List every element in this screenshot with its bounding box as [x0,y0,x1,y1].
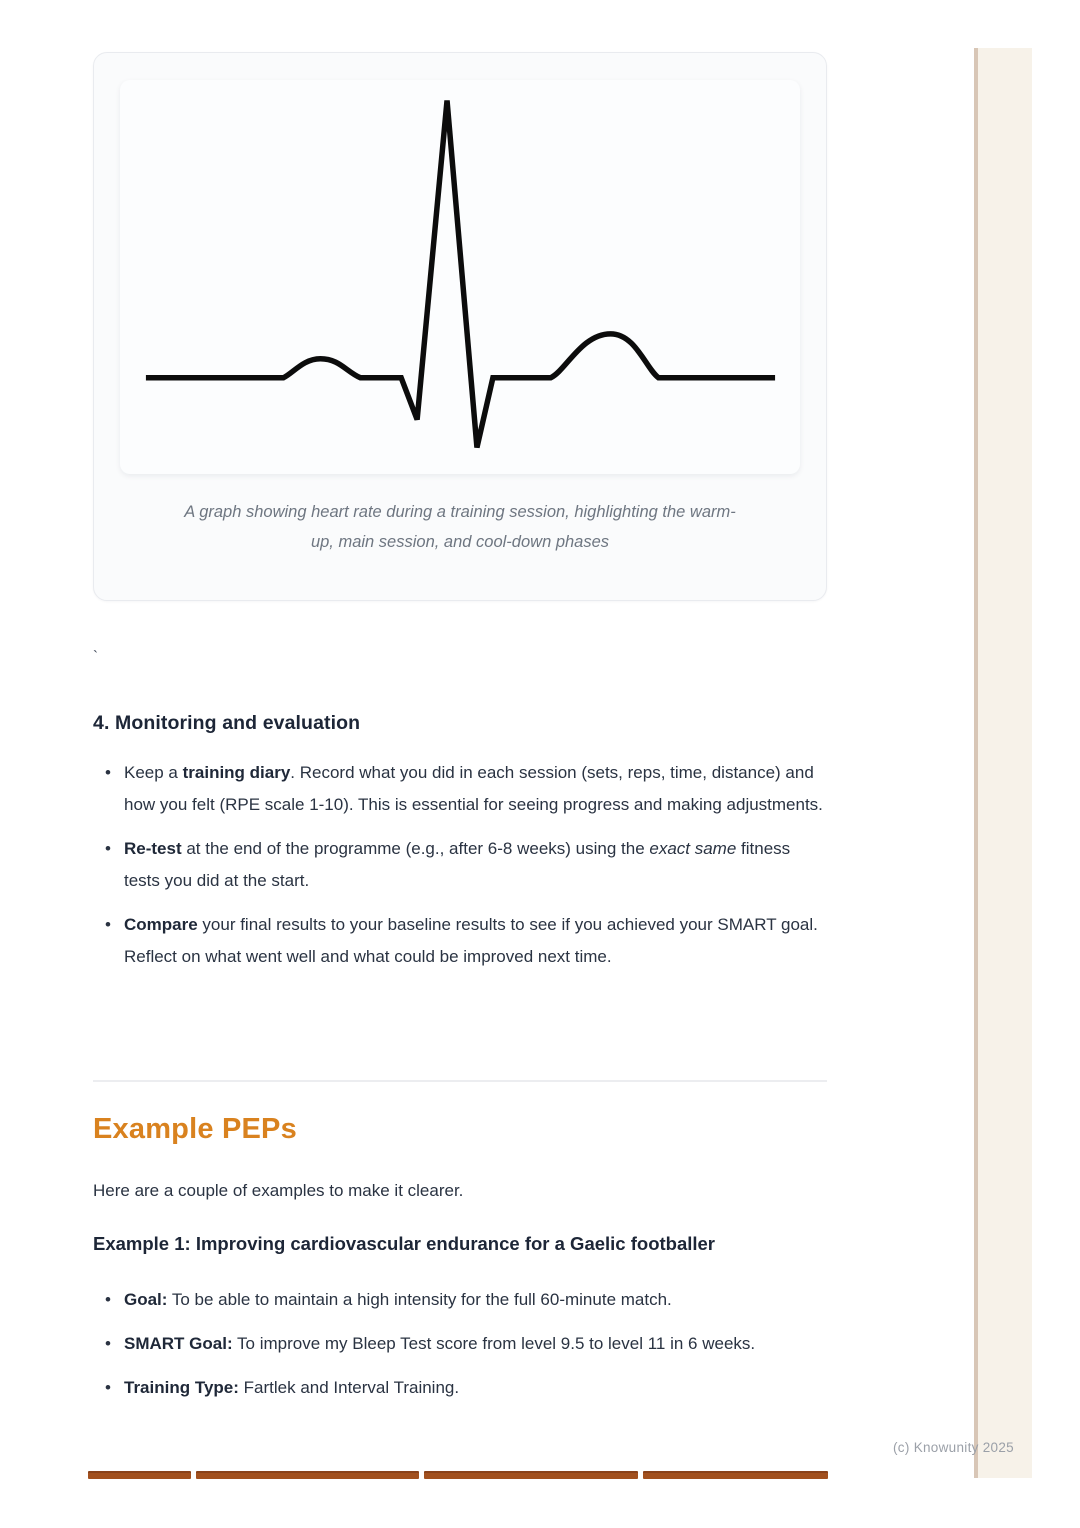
cutoff-table-top-border [88,1471,828,1479]
figure-caption-line-1: A graph showing heart rate during a training session, highlighting the warm- [184,503,736,521]
example-peps-heading: Example PEPs [93,1113,297,1145]
text-run: To improve my Bleep Test score from level 9.5 to level 11 in 6 weeks. [232,1334,756,1353]
text-run: . Record what you did in each session (sets, reps, time, distance) and how you felt (RPE scale 1-10). This is essential for seeing progress and making adjustments. [124,763,823,814]
text-run: at the end of the programme (e.g., after 6-8 weeks) using the [181,839,650,858]
text-run: Re-test [124,839,182,858]
bullet-compare [93,909,827,973]
figure-caption-line-2: up, main session, and cool-down phases [310,533,610,551]
text-run: fitness tests you did at the start. [124,839,791,890]
example1-heading: Example 1: Improving cardiovascular endurance for a Gaelic footballer [93,1233,716,1254]
table-border-segment [424,1471,638,1479]
text-run: Training Type: [124,1378,239,1397]
text-run: your final results to your baseline results to see if you achieved your SMART goal. Reflect on what went well and what could be improved next time. [124,915,818,966]
examples-intro-text: Here are a couple of examples to make it clearer. [93,1181,464,1200]
ecg-heart-rate-image [120,80,800,474]
figure-card [93,52,827,601]
table-border-segment [196,1471,419,1479]
text-run: exact same [649,839,737,858]
stray-backtick-text: ` [93,648,98,665]
text-run: To be able to maintain a high intensity for the full 60-minute match. [167,1290,672,1309]
knowunity-watermark: (c) Knowunity 2025 [893,1440,1014,1455]
monitoring-heading: 4. Monitoring and evaluation [93,712,361,734]
text-run: Fartlek and Interval Training. [238,1378,460,1397]
monitoring-bullet-list [93,757,827,985]
ecg-waveform-icon [120,80,800,474]
table-border-segment [643,1471,828,1479]
text-run: SMART Goal: [124,1334,233,1353]
text-run: Keep a [124,763,183,782]
bullet-training-diary [93,757,827,821]
table-border-segment [88,1471,191,1479]
figure-caption [120,497,800,557]
text-run: training diary [182,763,291,782]
bullet-retest [93,833,827,897]
text-run: Goal: [124,1290,168,1309]
bullet-smart-goal [93,1328,827,1360]
section-divider [93,1080,827,1082]
example1-bullet-list [93,1284,827,1416]
sidebar-cream-panel [978,48,1032,1478]
text-run: Compare [124,915,198,934]
bullet-goal [93,1284,827,1316]
bullet-training-type [93,1372,827,1404]
